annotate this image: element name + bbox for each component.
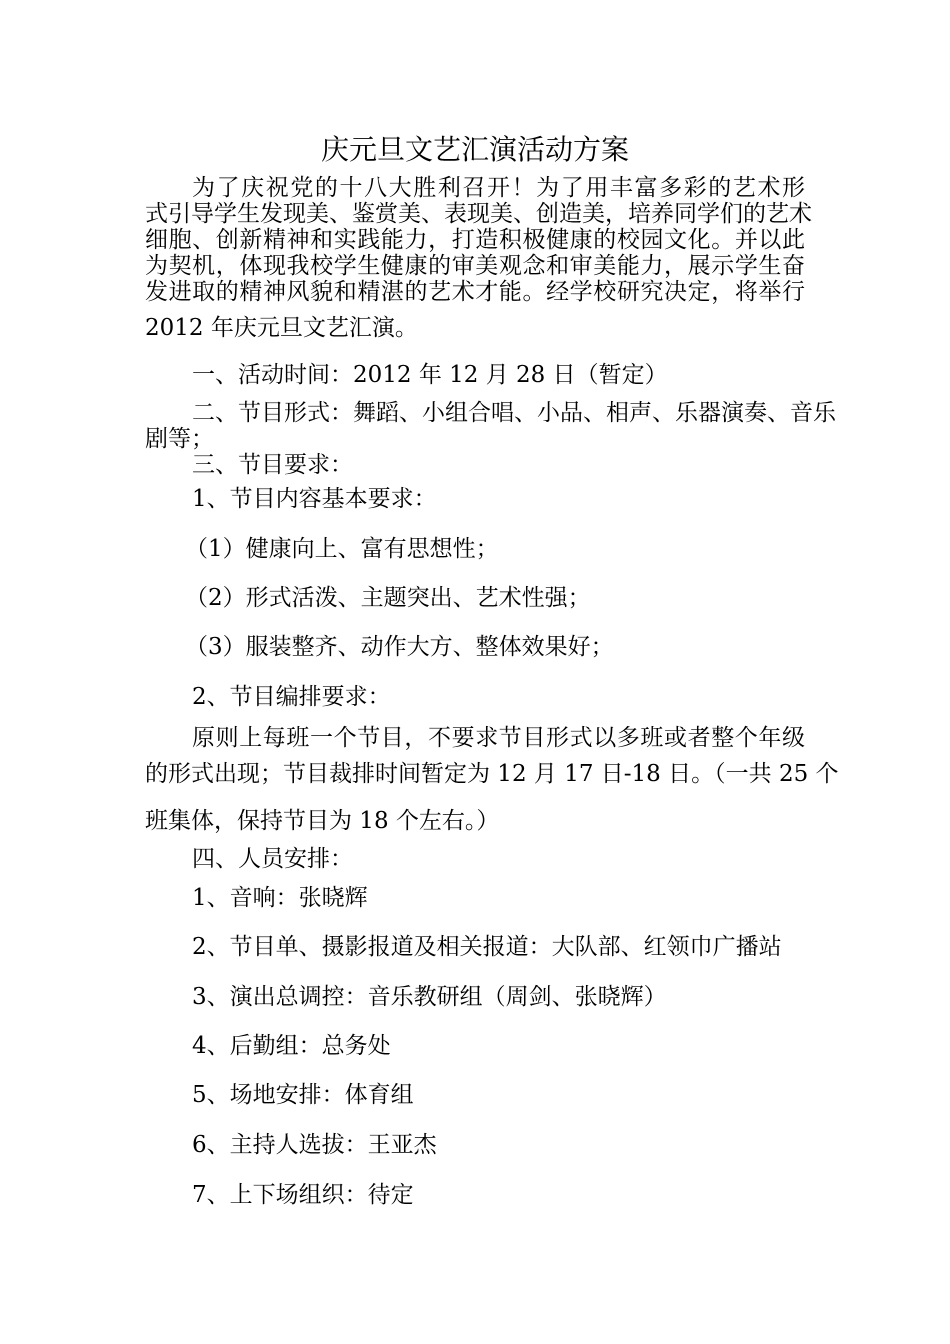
intro-line-4: 为契机，体现我校学生健康的审美观念和审美能力，展示学生奋 — [145, 253, 805, 279]
content-requirements-heading: 1、节目内容基本要求： — [192, 486, 437, 512]
requirement-item-1: （1）健康向上、富有思想性； — [185, 536, 499, 562]
staffing-item-6: 6、主持人选拔：王亚杰 — [192, 1132, 437, 1158]
section-program-forms-line-2: 剧等； — [145, 426, 214, 452]
intro-line-3: 细胞、创新精神和实践能力，打造积极健康的校园文化。并以此 — [145, 227, 805, 253]
staffing-item-1: 1、音响：张晓辉 — [192, 885, 368, 911]
staffing-item-7: 7、上下场组织：待定 — [192, 1182, 414, 1208]
intro-line-2: 式引导学生发现美、鉴赏美、表现美、创造美，培养同学们的艺术 — [145, 201, 812, 227]
section-program-forms-line-1: 二、节目形式：舞蹈、小组合唱、小品、相声、乐器演奏、音乐 — [192, 400, 836, 426]
arrangement-line-2: 的形式出现；节目裁排时间暂定为 12 月 17 日-18 日。（一共 25 个 — [145, 761, 839, 787]
requirement-item-2: （2）形式活泼、主题突出、艺术性强； — [185, 585, 591, 611]
staffing-item-2: 2、节目单、摄影报道及相关报道：大队部、红领巾广播站 — [192, 934, 782, 960]
staffing-item-5: 5、场地安排：体育组 — [192, 1082, 414, 1108]
requirement-item-3: （3）服装整齐、动作大方、整体效果好； — [185, 634, 614, 660]
arrangement-line-1: 原则上每班一个节目，不要求节目形式以多班或者整个年级 — [192, 725, 805, 751]
intro-line-6: 2012 年庆元旦文艺汇演。 — [145, 315, 418, 341]
section-program-requirements-heading: 三、节目要求： — [192, 452, 353, 478]
staffing-item-3: 3、演出总调控：音乐教研组（周剑、张晓辉） — [192, 984, 667, 1010]
section-activity-time: 一、活动时间：2012 年 12 月 28 日（暂定） — [192, 362, 668, 388]
staffing-item-4: 4、后勤组：总务处 — [192, 1033, 391, 1059]
document-title: 庆元旦文艺汇演活动方案 — [320, 133, 629, 166]
arrangement-line-3: 班集体，保持节目为 18 个左右。） — [145, 808, 500, 834]
section-staffing-heading: 四、人员安排： — [192, 846, 353, 872]
intro-line-1: 为了庆祝党的十八大胜利召开！为了用丰富多彩的艺术形 — [192, 175, 805, 201]
intro-line-5: 发进取的精神风貌和精湛的艺术才能。经学校研究决定，将举行 — [145, 279, 805, 305]
arrangement-requirements-heading: 2、节目编排要求： — [192, 684, 391, 710]
